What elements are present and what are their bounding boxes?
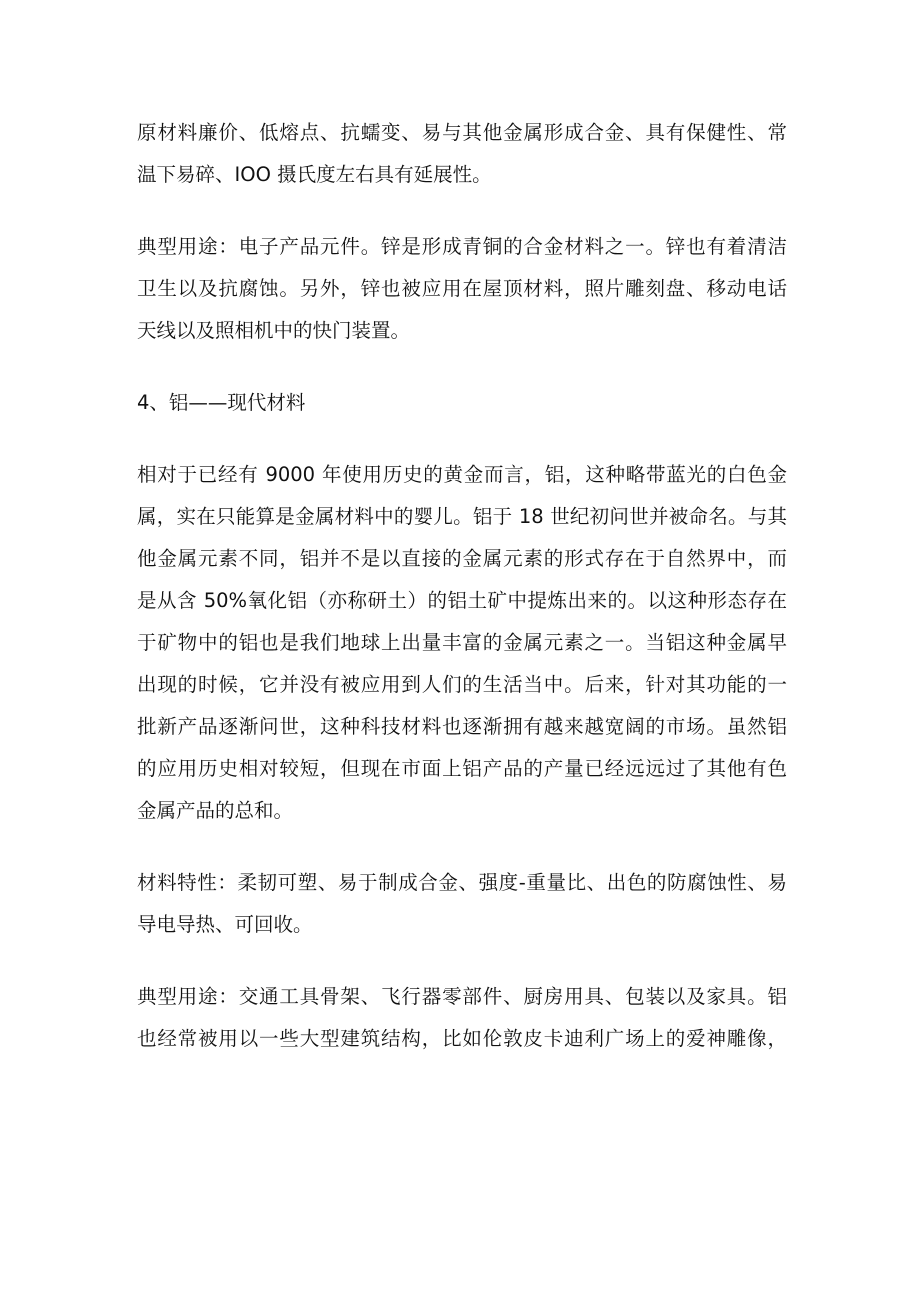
text-line: 典型用途：电子产品元件。锌是形成青铜的合金材料之一。锌也有着清洁 <box>137 235 787 258</box>
text-line: 原材料廉价、低熔点、抗蠕变、易与其他金属形成合金、具有保健性、常 <box>137 121 787 144</box>
paragraph-aluminum-uses <box>137 976 787 1060</box>
text-line: 批新产品逐渐问世，这种科技材料也逐渐拥有越来越宽阔的市场。虽然铝 <box>137 715 787 738</box>
text-line: 卫生以及抗腐蚀。另外，锌也被应用在屋顶材料，照片雕刻盘、移动电话 <box>137 277 787 300</box>
text-line: 也经常被用以一些大型建筑结构，比如伦敦皮卡迪利广场上的爱神雕像， <box>137 1027 787 1050</box>
text-line: 属，实在只能算是金属材料中的婴儿。铝于 18 世纪初问世并被命名。与其 <box>137 505 787 528</box>
text-line: 材料特性：柔韧可塑、易于制成合金、强度-重量比、出色的防腐蚀性、易 <box>137 871 787 894</box>
text-line: 是从含 50%氧化铝（亦称研土）的铝土矿中提炼出来的。以这种形态存在 <box>137 589 787 612</box>
text-line: 典型用途：交通工具骨架、飞行器零部件、厨房用具、包装以及家具。铝 <box>137 985 787 1008</box>
paragraph-aluminum-properties <box>137 862 787 946</box>
document-body <box>137 112 787 1090</box>
text-line: 天线以及照相机中的快门装置。 <box>137 319 411 342</box>
paragraph-zinc-uses <box>137 226 787 352</box>
text-line: 相对于已经有 9000 年使用历史的黄金而言，铝，这种略带蓝光的白色金 <box>137 463 787 486</box>
text-line: 金属产品的总和。 <box>137 799 294 822</box>
section-heading-aluminum <box>137 382 787 424</box>
text-line: 的应用历史相对较短，但现在市面上铝产品的产量已经远远过了其他有色 <box>137 757 787 780</box>
paragraph-aluminum-intro <box>137 454 787 832</box>
text-line: 于矿物中的铝也是我们地球上出量丰富的金属元素之一。当铝这种金属早 <box>137 631 787 654</box>
heading-text: 4、铝——现代材料 <box>137 391 306 414</box>
text-line: 出现的时候，它并没有被应用到人们的生活当中。后来，针对其功能的一 <box>137 673 787 696</box>
text-line: 他金属元素不同，铝并不是以直接的金属元素的形式存在于自然界中，而 <box>137 547 787 570</box>
paragraph-zinc-properties <box>137 112 787 196</box>
text-line: 导电导热、可回收。 <box>137 913 313 936</box>
text-line: 温下易碎、IOO 摄氏度左右具有延展性。 <box>137 163 492 186</box>
